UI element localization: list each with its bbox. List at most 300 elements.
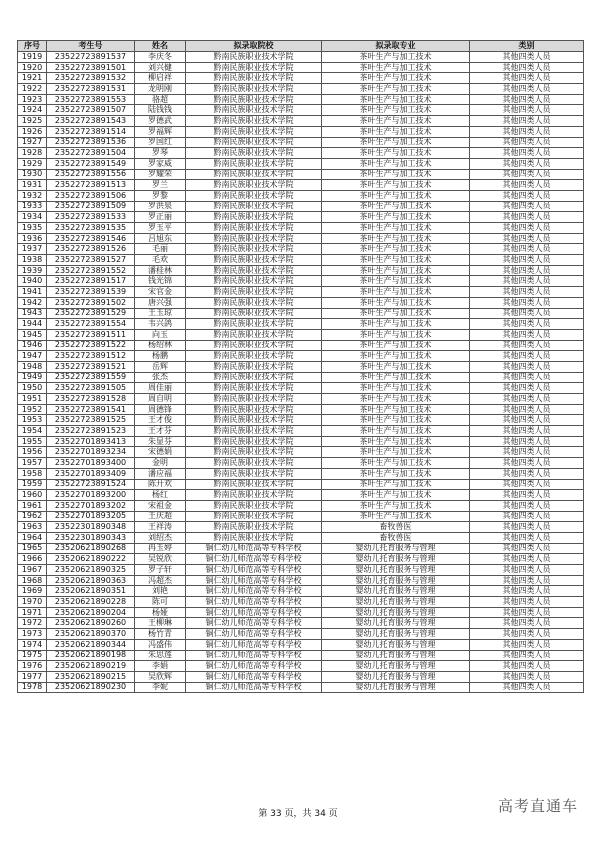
cell-category: 其他四类人员	[470, 201, 584, 212]
cell-category: 其他四类人员	[470, 148, 584, 159]
table-row	[18, 565, 584, 576]
cell-school: 黔南民族职业技术学院	[186, 287, 322, 298]
cell-major: 茶叶生产与加工技术	[322, 447, 470, 458]
cell-seq: 1965	[18, 543, 47, 554]
cell-category: 其他四类人员	[470, 500, 584, 511]
cell-major: 茶叶生产与加工技术	[322, 511, 470, 522]
cell-major: 婴幼儿托育服务与管理	[322, 629, 470, 640]
cell-school: 黔南民族职业技术学院	[186, 52, 322, 63]
cell-candidate-id: 23522701893200	[47, 490, 135, 501]
cell-seq: 1934	[18, 212, 47, 223]
table-row	[18, 105, 584, 116]
cell-category: 其他四类人员	[470, 490, 584, 501]
cell-candidate-id: 23522723891528	[47, 394, 135, 405]
table-row	[18, 650, 584, 661]
cell-school: 黔南民族职业技术学院	[186, 511, 322, 522]
table-row	[18, 394, 584, 405]
cell-name: 杨竹青	[135, 629, 186, 640]
cell-name: 王才芬	[135, 426, 186, 437]
cell-major: 茶叶生产与加工技术	[322, 180, 470, 191]
cell-category: 其他四类人员	[470, 340, 584, 351]
cell-category: 其他四类人员	[470, 639, 584, 650]
cell-name: 朱显芬	[135, 436, 186, 447]
cell-name: 刘兴健	[135, 62, 186, 73]
cell-category: 其他四类人员	[470, 244, 584, 255]
cell-name: 罗福辉	[135, 126, 186, 137]
cell-school: 黔南民族职业技术学院	[186, 126, 322, 137]
cell-seq: 1942	[18, 297, 47, 308]
cell-category: 其他四类人员	[470, 671, 584, 682]
cell-major: 茶叶生产与加工技术	[322, 383, 470, 394]
cell-seq: 1963	[18, 522, 47, 533]
cell-category: 其他四类人员	[470, 650, 584, 661]
cell-school: 黔南民族职业技术学院	[186, 169, 322, 180]
cell-name: 潘桂林	[135, 265, 186, 276]
cell-major: 婴幼儿托育服务与管理	[322, 607, 470, 618]
cell-school: 黔南民族职业技术学院	[186, 276, 322, 287]
cell-candidate-id: 23522723891537	[47, 52, 135, 63]
cell-school: 黔南民族职业技术学院	[186, 415, 322, 426]
cell-category: 其他四类人员	[470, 404, 584, 415]
cell-major: 茶叶生产与加工技术	[322, 52, 470, 63]
cell-name: 宋德娟	[135, 447, 186, 458]
table-row	[18, 308, 584, 319]
cell-category: 其他四类人员	[470, 661, 584, 672]
cell-school: 铜仁幼儿师范高等专科学校	[186, 618, 322, 629]
cell-candidate-id: 23522723891529	[47, 308, 135, 319]
cell-seq: 1957	[18, 458, 47, 469]
cell-school: 铜仁幼儿师范高等专科学校	[186, 607, 322, 618]
cell-name: 周佳丽	[135, 383, 186, 394]
cell-seq: 1948	[18, 361, 47, 372]
cell-name: 冯盛伟	[135, 639, 186, 650]
cell-school: 铜仁幼儿师范高等专科学校	[186, 586, 322, 597]
cell-school: 黔南民族职业技术学院	[186, 297, 322, 308]
cell-name: 岳辉	[135, 361, 186, 372]
cell-name: 周德锋	[135, 404, 186, 415]
table-row	[18, 73, 584, 84]
cell-school: 铜仁幼儿师范高等专科学校	[186, 671, 322, 682]
cell-seq: 1970	[18, 597, 47, 608]
cell-seq: 1947	[18, 351, 47, 362]
cell-category: 其他四类人员	[470, 361, 584, 372]
cell-candidate-id: 23522723891525	[47, 415, 135, 426]
table-row	[18, 94, 584, 105]
cell-name: 王庆超	[135, 511, 186, 522]
cell-category: 其他四类人员	[470, 158, 584, 169]
cell-name: 罗黎	[135, 190, 186, 201]
cell-seq: 1958	[18, 468, 47, 479]
cell-school: 黔南民族职业技术学院	[186, 468, 322, 479]
cell-name: 韦兴鸽	[135, 319, 186, 330]
cell-candidate-id: 23522723891531	[47, 84, 135, 95]
cell-category: 其他四类人员	[470, 351, 584, 362]
cell-name: 杨娅	[135, 607, 186, 618]
cell-major: 婴幼儿托育服务与管理	[322, 661, 470, 672]
cell-category: 其他四类人员	[470, 126, 584, 137]
table-row	[18, 212, 584, 223]
cell-major: 婴幼儿托育服务与管理	[322, 554, 470, 565]
cell-school: 黔南民族职业技术学院	[186, 361, 322, 372]
table-row	[18, 265, 584, 276]
cell-name: 罗耀荣	[135, 169, 186, 180]
cell-name: 王才俊	[135, 415, 186, 426]
cell-candidate-id: 23522723891507	[47, 105, 135, 116]
table-row	[18, 415, 584, 426]
cell-category: 其他四类人员	[470, 265, 584, 276]
cell-candidate-id: 23522301890348	[47, 522, 135, 533]
cell-category: 其他四类人员	[470, 565, 584, 576]
cell-candidate-id: 23522723891541	[47, 404, 135, 415]
cell-major: 茶叶生产与加工技术	[322, 372, 470, 383]
cell-category: 其他四类人员	[470, 415, 584, 426]
cell-name: 李庆冬	[135, 52, 186, 63]
cell-candidate-id: 23522701893202	[47, 500, 135, 511]
cell-major: 茶叶生产与加工技术	[322, 190, 470, 201]
cell-category: 其他四类人员	[470, 554, 584, 565]
cell-name: 陈可	[135, 597, 186, 608]
cell-seq: 1950	[18, 383, 47, 394]
cell-category: 其他四类人员	[470, 468, 584, 479]
table-row	[18, 682, 584, 693]
cell-category: 其他四类人员	[470, 52, 584, 63]
cell-name: 王玉琼	[135, 308, 186, 319]
cell-school: 黔南民族职业技术学院	[186, 137, 322, 148]
cell-school: 铜仁幼儿师范高等专科学校	[186, 682, 322, 693]
cell-candidate-id: 23522723891532	[47, 73, 135, 84]
header-category: 类别	[470, 41, 584, 52]
cell-candidate-id: 23522723891535	[47, 223, 135, 234]
cell-category: 其他四类人员	[470, 532, 584, 543]
cell-major: 婴幼儿托育服务与管理	[322, 575, 470, 586]
cell-candidate-id: 23522723891511	[47, 329, 135, 340]
cell-school: 黔南民族职业技术学院	[186, 212, 322, 223]
cell-school: 黔南民族职业技术学院	[186, 62, 322, 73]
cell-school: 铜仁幼儿师范高等专科学校	[186, 575, 322, 586]
cell-major: 茶叶生产与加工技术	[322, 223, 470, 234]
cell-candidate-id: 23522723891553	[47, 94, 135, 105]
cell-seq: 1968	[18, 575, 47, 586]
cell-seq: 1960	[18, 490, 47, 501]
cell-school: 黔南民族职业技术学院	[186, 426, 322, 437]
cell-major: 茶叶生产与加工技术	[322, 126, 470, 137]
cell-seq: 1975	[18, 650, 47, 661]
table-row	[18, 468, 584, 479]
cell-school: 铜仁幼儿师范高等专科学校	[186, 554, 322, 565]
table-row	[18, 554, 584, 565]
cell-name: 柳启祥	[135, 73, 186, 84]
cell-school: 黔南民族职业技术学院	[186, 116, 322, 127]
cell-category: 其他四类人员	[470, 212, 584, 223]
cell-candidate-id: 23520621890215	[47, 671, 135, 682]
cell-candidate-id: 23520621890268	[47, 543, 135, 554]
admission-table	[17, 40, 584, 693]
cell-seq: 1974	[18, 639, 47, 650]
cell-category: 其他四类人员	[470, 94, 584, 105]
cell-seq: 1978	[18, 682, 47, 693]
table-row	[18, 522, 584, 533]
table-row	[18, 543, 584, 554]
cell-category: 其他四类人员	[470, 255, 584, 266]
cell-name: 冉玉婷	[135, 543, 186, 554]
cell-major: 茶叶生产与加工技术	[322, 415, 470, 426]
cell-school: 黔南民族职业技术学院	[186, 490, 322, 501]
cell-major: 茶叶生产与加工技术	[322, 158, 470, 169]
cell-candidate-id: 23520621890198	[47, 650, 135, 661]
cell-category: 其他四类人员	[470, 426, 584, 437]
cell-candidate-id: 23522723891543	[47, 116, 135, 127]
cell-candidate-id: 23522723891523	[47, 426, 135, 437]
cell-major: 婴幼儿托育服务与管理	[322, 586, 470, 597]
cell-school: 黔南民族职业技术学院	[186, 94, 322, 105]
header-major: 拟录取专业	[322, 41, 470, 52]
cell-name: 罗国红	[135, 137, 186, 148]
cell-name: 周自明	[135, 394, 186, 405]
cell-major: 茶叶生产与加工技术	[322, 73, 470, 84]
cell-seq: 1940	[18, 276, 47, 287]
cell-candidate-id: 23522723891559	[47, 372, 135, 383]
cell-school: 黔南民族职业技术学院	[186, 351, 322, 362]
cell-category: 其他四类人员	[470, 308, 584, 319]
cell-major: 茶叶生产与加工技术	[322, 276, 470, 287]
cell-school: 黔南民族职业技术学院	[186, 479, 322, 490]
cell-school: 黔南民族职业技术学院	[186, 447, 322, 458]
cell-name: 罗家威	[135, 158, 186, 169]
cell-seq: 1971	[18, 607, 47, 618]
cell-name: 罗兰	[135, 180, 186, 191]
cell-seq: 1928	[18, 148, 47, 159]
cell-name: 罗琴	[135, 148, 186, 159]
cell-category: 其他四类人员	[470, 511, 584, 522]
cell-school: 铜仁幼儿师范高等专科学校	[186, 565, 322, 576]
cell-major: 婴幼儿托育服务与管理	[322, 597, 470, 608]
cell-major: 茶叶生产与加工技术	[322, 212, 470, 223]
cell-major: 茶叶生产与加工技术	[322, 468, 470, 479]
cell-seq: 1930	[18, 169, 47, 180]
cell-school: 铜仁幼儿师范高等专科学校	[186, 629, 322, 640]
cell-school: 黔南民族职业技术学院	[186, 233, 322, 244]
table-row	[18, 148, 584, 159]
cell-seq: 1927	[18, 137, 47, 148]
cell-school: 黔南民族职业技术学院	[186, 308, 322, 319]
cell-category: 其他四类人员	[470, 105, 584, 116]
cell-major: 茶叶生产与加工技术	[322, 244, 470, 255]
table-row	[18, 190, 584, 201]
cell-name: 陈开欢	[135, 479, 186, 490]
table-body	[18, 52, 584, 693]
cell-name: 唐兴强	[135, 297, 186, 308]
cell-name: 王柳琳	[135, 618, 186, 629]
cell-major: 婴幼儿托育服务与管理	[322, 565, 470, 576]
cell-school: 黔南民族职业技术学院	[186, 436, 322, 447]
cell-name: 向玉	[135, 329, 186, 340]
cell-name: 吴锐欣	[135, 554, 186, 565]
cell-name: 罗正丽	[135, 212, 186, 223]
table-row	[18, 618, 584, 629]
cell-major: 茶叶生产与加工技术	[322, 105, 470, 116]
cell-seq: 1921	[18, 73, 47, 84]
cell-candidate-id: 23520621890260	[47, 618, 135, 629]
cell-school: 黔南民族职业技术学院	[186, 158, 322, 169]
cell-school: 黔南民族职业技术学院	[186, 105, 322, 116]
cell-school: 黔南民族职业技术学院	[186, 383, 322, 394]
table-row	[18, 276, 584, 287]
cell-seq: 1943	[18, 308, 47, 319]
cell-seq: 1946	[18, 340, 47, 351]
cell-candidate-id: 23520621890228	[47, 597, 135, 608]
cell-candidate-id: 23522723891502	[47, 297, 135, 308]
cell-candidate-id: 23520621890363	[47, 575, 135, 586]
cell-candidate-id: 23522723891517	[47, 276, 135, 287]
table-row	[18, 490, 584, 501]
cell-seq: 1922	[18, 84, 47, 95]
cell-major: 茶叶生产与加工技术	[322, 319, 470, 330]
cell-seq: 1969	[18, 586, 47, 597]
cell-candidate-id: 23520621890344	[47, 639, 135, 650]
table-row	[18, 233, 584, 244]
cell-seq: 1954	[18, 426, 47, 437]
table-row	[18, 255, 584, 266]
cell-name: 毛欢	[135, 255, 186, 266]
cell-school: 黔南民族职业技术学院	[186, 372, 322, 383]
cell-candidate-id: 23522723891504	[47, 148, 135, 159]
cell-major: 茶叶生产与加工技术	[322, 404, 470, 415]
table-row	[18, 586, 584, 597]
cell-seq: 1937	[18, 244, 47, 255]
table-row	[18, 671, 584, 682]
cell-seq: 1976	[18, 661, 47, 672]
cell-seq: 1923	[18, 94, 47, 105]
cell-candidate-id: 23520621890204	[47, 607, 135, 618]
header-name: 姓名	[135, 41, 186, 52]
cell-major: 茶叶生产与加工技术	[322, 148, 470, 159]
cell-seq: 1931	[18, 180, 47, 191]
cell-category: 其他四类人员	[470, 297, 584, 308]
cell-school: 黔南民族职业技术学院	[186, 458, 322, 469]
cell-candidate-id: 23522723891521	[47, 361, 135, 372]
cell-major: 茶叶生产与加工技术	[322, 361, 470, 372]
cell-name: 罗德武	[135, 116, 186, 127]
cell-candidate-id: 23522723891554	[47, 319, 135, 330]
cell-major: 茶叶生产与加工技术	[322, 340, 470, 351]
table-row	[18, 52, 584, 63]
cell-name: 吴欣辉	[135, 671, 186, 682]
cell-seq: 1955	[18, 436, 47, 447]
cell-seq: 1932	[18, 190, 47, 201]
table-row	[18, 319, 584, 330]
cell-category: 其他四类人员	[470, 233, 584, 244]
cell-candidate-id: 23522723891549	[47, 158, 135, 169]
cell-candidate-id: 23522723891506	[47, 190, 135, 201]
cell-candidate-id: 23522723891533	[47, 212, 135, 223]
cell-seq: 1941	[18, 287, 47, 298]
table-row	[18, 116, 584, 127]
cell-category: 其他四类人员	[470, 458, 584, 469]
cell-name: 陆钱钱	[135, 105, 186, 116]
table-row	[18, 372, 584, 383]
cell-major: 婴幼儿托育服务与管理	[322, 671, 470, 682]
table-row	[18, 244, 584, 255]
table-row	[18, 169, 584, 180]
table-row	[18, 447, 584, 458]
cell-seq: 1933	[18, 201, 47, 212]
cell-category: 其他四类人员	[470, 383, 584, 394]
cell-candidate-id: 23522723891527	[47, 255, 135, 266]
cell-seq: 1972	[18, 618, 47, 629]
cell-major: 茶叶生产与加工技术	[322, 137, 470, 148]
cell-seq: 1949	[18, 372, 47, 383]
cell-category: 其他四类人员	[470, 223, 584, 234]
cell-candidate-id: 23520621890370	[47, 629, 135, 640]
cell-category: 其他四类人员	[470, 276, 584, 287]
cell-category: 其他四类人员	[470, 84, 584, 95]
cell-seq: 1924	[18, 105, 47, 116]
cell-major: 茶叶生产与加工技术	[322, 201, 470, 212]
cell-school: 黔南民族职业技术学院	[186, 340, 322, 351]
cell-major: 婴幼儿托育服务与管理	[322, 639, 470, 650]
cell-major: 畜牧兽医	[322, 522, 470, 533]
table-row	[18, 340, 584, 351]
table-row	[18, 629, 584, 640]
cell-name: 宋祖金	[135, 500, 186, 511]
cell-seq: 1967	[18, 565, 47, 576]
cell-school: 铜仁幼儿师范高等专科学校	[186, 543, 322, 554]
cell-major: 婴幼儿托育服务与管理	[322, 543, 470, 554]
cell-school: 黔南民族职业技术学院	[186, 319, 322, 330]
cell-major: 畜牧兽医	[322, 532, 470, 543]
cell-school: 黔南民族职业技术学院	[186, 223, 322, 234]
table-row	[18, 126, 584, 137]
table-row	[18, 436, 584, 447]
cell-candidate-id: 23522723891556	[47, 169, 135, 180]
cell-school: 黔南民族职业技术学院	[186, 84, 322, 95]
cell-major: 婴幼儿托育服务与管理	[322, 682, 470, 693]
cell-major: 茶叶生产与加工技术	[322, 426, 470, 437]
table-row	[18, 575, 584, 586]
cell-seq: 1959	[18, 479, 47, 490]
cell-candidate-id: 23522723891505	[47, 383, 135, 394]
table-row	[18, 661, 584, 672]
table-row	[18, 137, 584, 148]
table-row	[18, 361, 584, 372]
cell-seq: 1973	[18, 629, 47, 640]
table-row	[18, 639, 584, 650]
cell-school: 黔南民族职业技术学院	[186, 522, 322, 533]
table-row	[18, 458, 584, 469]
cell-candidate-id: 23522701893413	[47, 436, 135, 447]
table-row	[18, 158, 584, 169]
cell-category: 其他四类人员	[470, 62, 584, 73]
cell-candidate-id: 23520621890230	[47, 682, 135, 693]
cell-school: 黔南民族职业技术学院	[186, 180, 322, 191]
cell-name: 李妮	[135, 682, 186, 693]
cell-name: 杨绍林	[135, 340, 186, 351]
cell-name: 钱光锦	[135, 276, 186, 287]
cell-seq: 1945	[18, 329, 47, 340]
cell-candidate-id: 23522723891522	[47, 340, 135, 351]
cell-candidate-id: 23522723891512	[47, 351, 135, 362]
cell-seq: 1920	[18, 62, 47, 73]
cell-major: 茶叶生产与加工技术	[322, 94, 470, 105]
cell-category: 其他四类人员	[470, 607, 584, 618]
cell-category: 其他四类人员	[470, 575, 584, 586]
cell-name: 罗子轩	[135, 565, 186, 576]
table-row	[18, 426, 584, 437]
cell-school: 黔南民族职业技术学院	[186, 404, 322, 415]
cell-school: 黔南民族职业技术学院	[186, 532, 322, 543]
cell-name: 刘绍杰	[135, 532, 186, 543]
table-row	[18, 62, 584, 73]
